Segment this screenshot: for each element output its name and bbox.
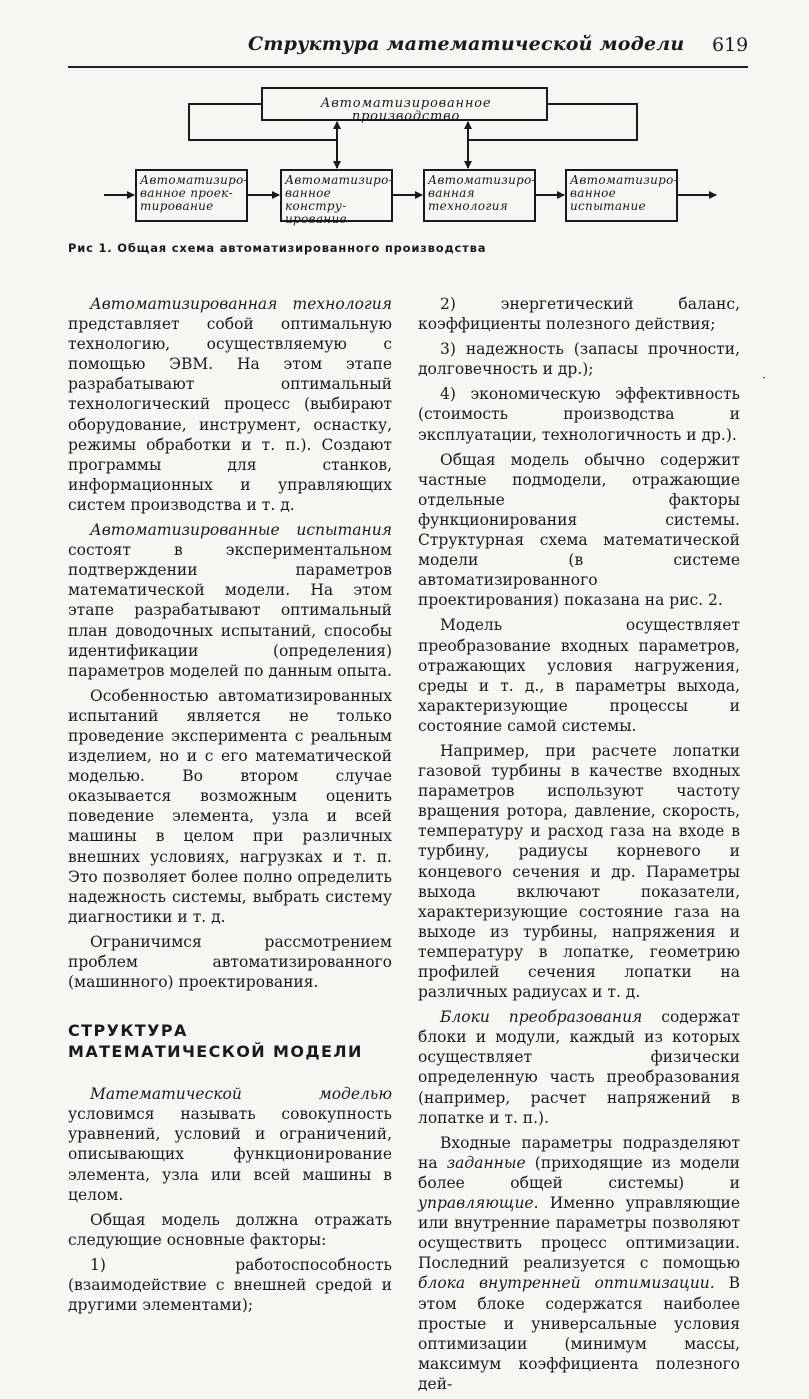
list-item: 2) энергетический баланс, коэффициенты полезного действия; (418, 295, 740, 334)
list-item: 1) работоспособность (взаимодействие с внешней средой и другими элементами); (68, 1255, 392, 1315)
right-column (418, 294, 740, 1399)
term: Блоки преобразования (440, 1008, 643, 1027)
running-title: Структура математической модели (248, 33, 685, 55)
paragraph: Математической моделью условимся называть совокупность уравнений, условий и ограничений, описывающих функционирование элемента, узла или всей машины в целом. (68, 1085, 392, 1204)
term: Автоматизированные испытания (90, 521, 392, 540)
paragraph: Ограничимся рассмотрением проблем автоматизированного (машинного) проектирования. (68, 932, 392, 992)
list-item: 3) надежность (запасы прочности, долговечность и др.); (418, 340, 740, 379)
box-construction-label: Автоматизиро-ванное констру-ирование (285, 173, 394, 226)
paragraph: Автоматизированная технология представляет собой оптимальную технологию, осуществляемую с помощью ЭВМ. На этом этапе разрабатывают оптимальный технологический процесс (выбирают оборудование, инструмент, оснастку, режимы обработки и т. п.). Создают программы для станков, информационных и управляющих систем производства и т. д. (68, 295, 392, 514)
paragraph: Общая модель обычно содержит частные подмодели, отражающие отдельные факторы функционирования системы. Структурная схема математической модели (в системе автоматизированного проектирования) показана на рис. 2. (418, 450, 740, 610)
term: Автоматизированная технология (90, 295, 392, 313)
section-heading: СТРУКТУРА МАТЕМАТИЧЕСКОЙ МОДЕЛИ (68, 1021, 363, 1062)
page-number: 619 (712, 34, 749, 56)
term: Математической моделью (90, 1085, 392, 1104)
term: управляющие. (418, 1194, 539, 1213)
paragraph: Входные параметры подразделяют на заданные (приходящие из модели более общей системы) и управляющие. Именно управляющие или внутренние параметры позволяют осуществить процесс оптимизации. Последний реализуется с помощью блока внутренней оптимизации. В этом блоке содержатся наиболее простые и универсальные условия оптимизации (минимум массы, максимум коэффициента полезного дей- (418, 1133, 740, 1393)
top-box-label: Автоматизированное производство (320, 96, 492, 124)
list-item: 4) экономическую эффективность (стоимость производства и эксплуатации, технологичность и др.). (418, 385, 740, 444)
paragraph: Модель осуществляет преобразование входных параметров, отражающих условия нагружения, среды и т. д., в параметры выхода, характеризующие процессы и состояние самой системы. (418, 616, 740, 735)
paragraph: Общая модель должна отражать следующие основные факторы: (68, 1210, 392, 1249)
paragraph: Например, при расчете лопатки газовой турбины в качестве входных параметров используют частоту вращения ротора, давление, скорость, температуру и расход газа на входе в турбину, радиусы корневого и концевого сечения и др. Параметры выхода включают показатели, характеризующие состояние газа на выходе из турбины, напряжения и температуру в лопатке, геометрию профилей сечения лопатки на различных радиусах и т. д. (418, 741, 740, 1002)
paragraph: Особенностью автоматизированных испытаний является не только проведение эксперимента с реальным изделием, но и с его математической моделью. Во втором случае оказывается возможным оценить поведение элемента, узла и всей машины в целом при различных внешних условиях, нагрузках и т. п. Это позволяет более полно определить надежность системы, выбрать систему диагностики и т. д. (68, 686, 392, 926)
paragraph: Автоматизированные испытания состоят в экспериментальном подтверждении параметров математической модели. На этом этапе разрабатывают оптимальный план доводочных испытаний, способы идентификации (определения) параметров моделей по данным опыта. (68, 521, 392, 680)
term: заданные (446, 1153, 526, 1172)
box-technology-label: Автоматизиро-ванная технология (428, 173, 537, 213)
margin-dot: · (762, 371, 766, 385)
box-testing-label: Автоматизиро-ванное испытание (570, 173, 679, 213)
box-design-label: Автоматизиро-ванное проек-тирование (140, 173, 249, 213)
left-column (68, 294, 392, 1320)
figure-caption: Рис 1. Общая схема автоматизированного производства (68, 241, 487, 255)
paragraph: Блоки преобразования содержат блоки и модули, каждый из которых осуществляет физически определенную часть преобразования (например, расчет напряжений в лопатке и т. п.). (418, 1008, 741, 1127)
term: блока внутренней оптимизации. (418, 1274, 715, 1293)
